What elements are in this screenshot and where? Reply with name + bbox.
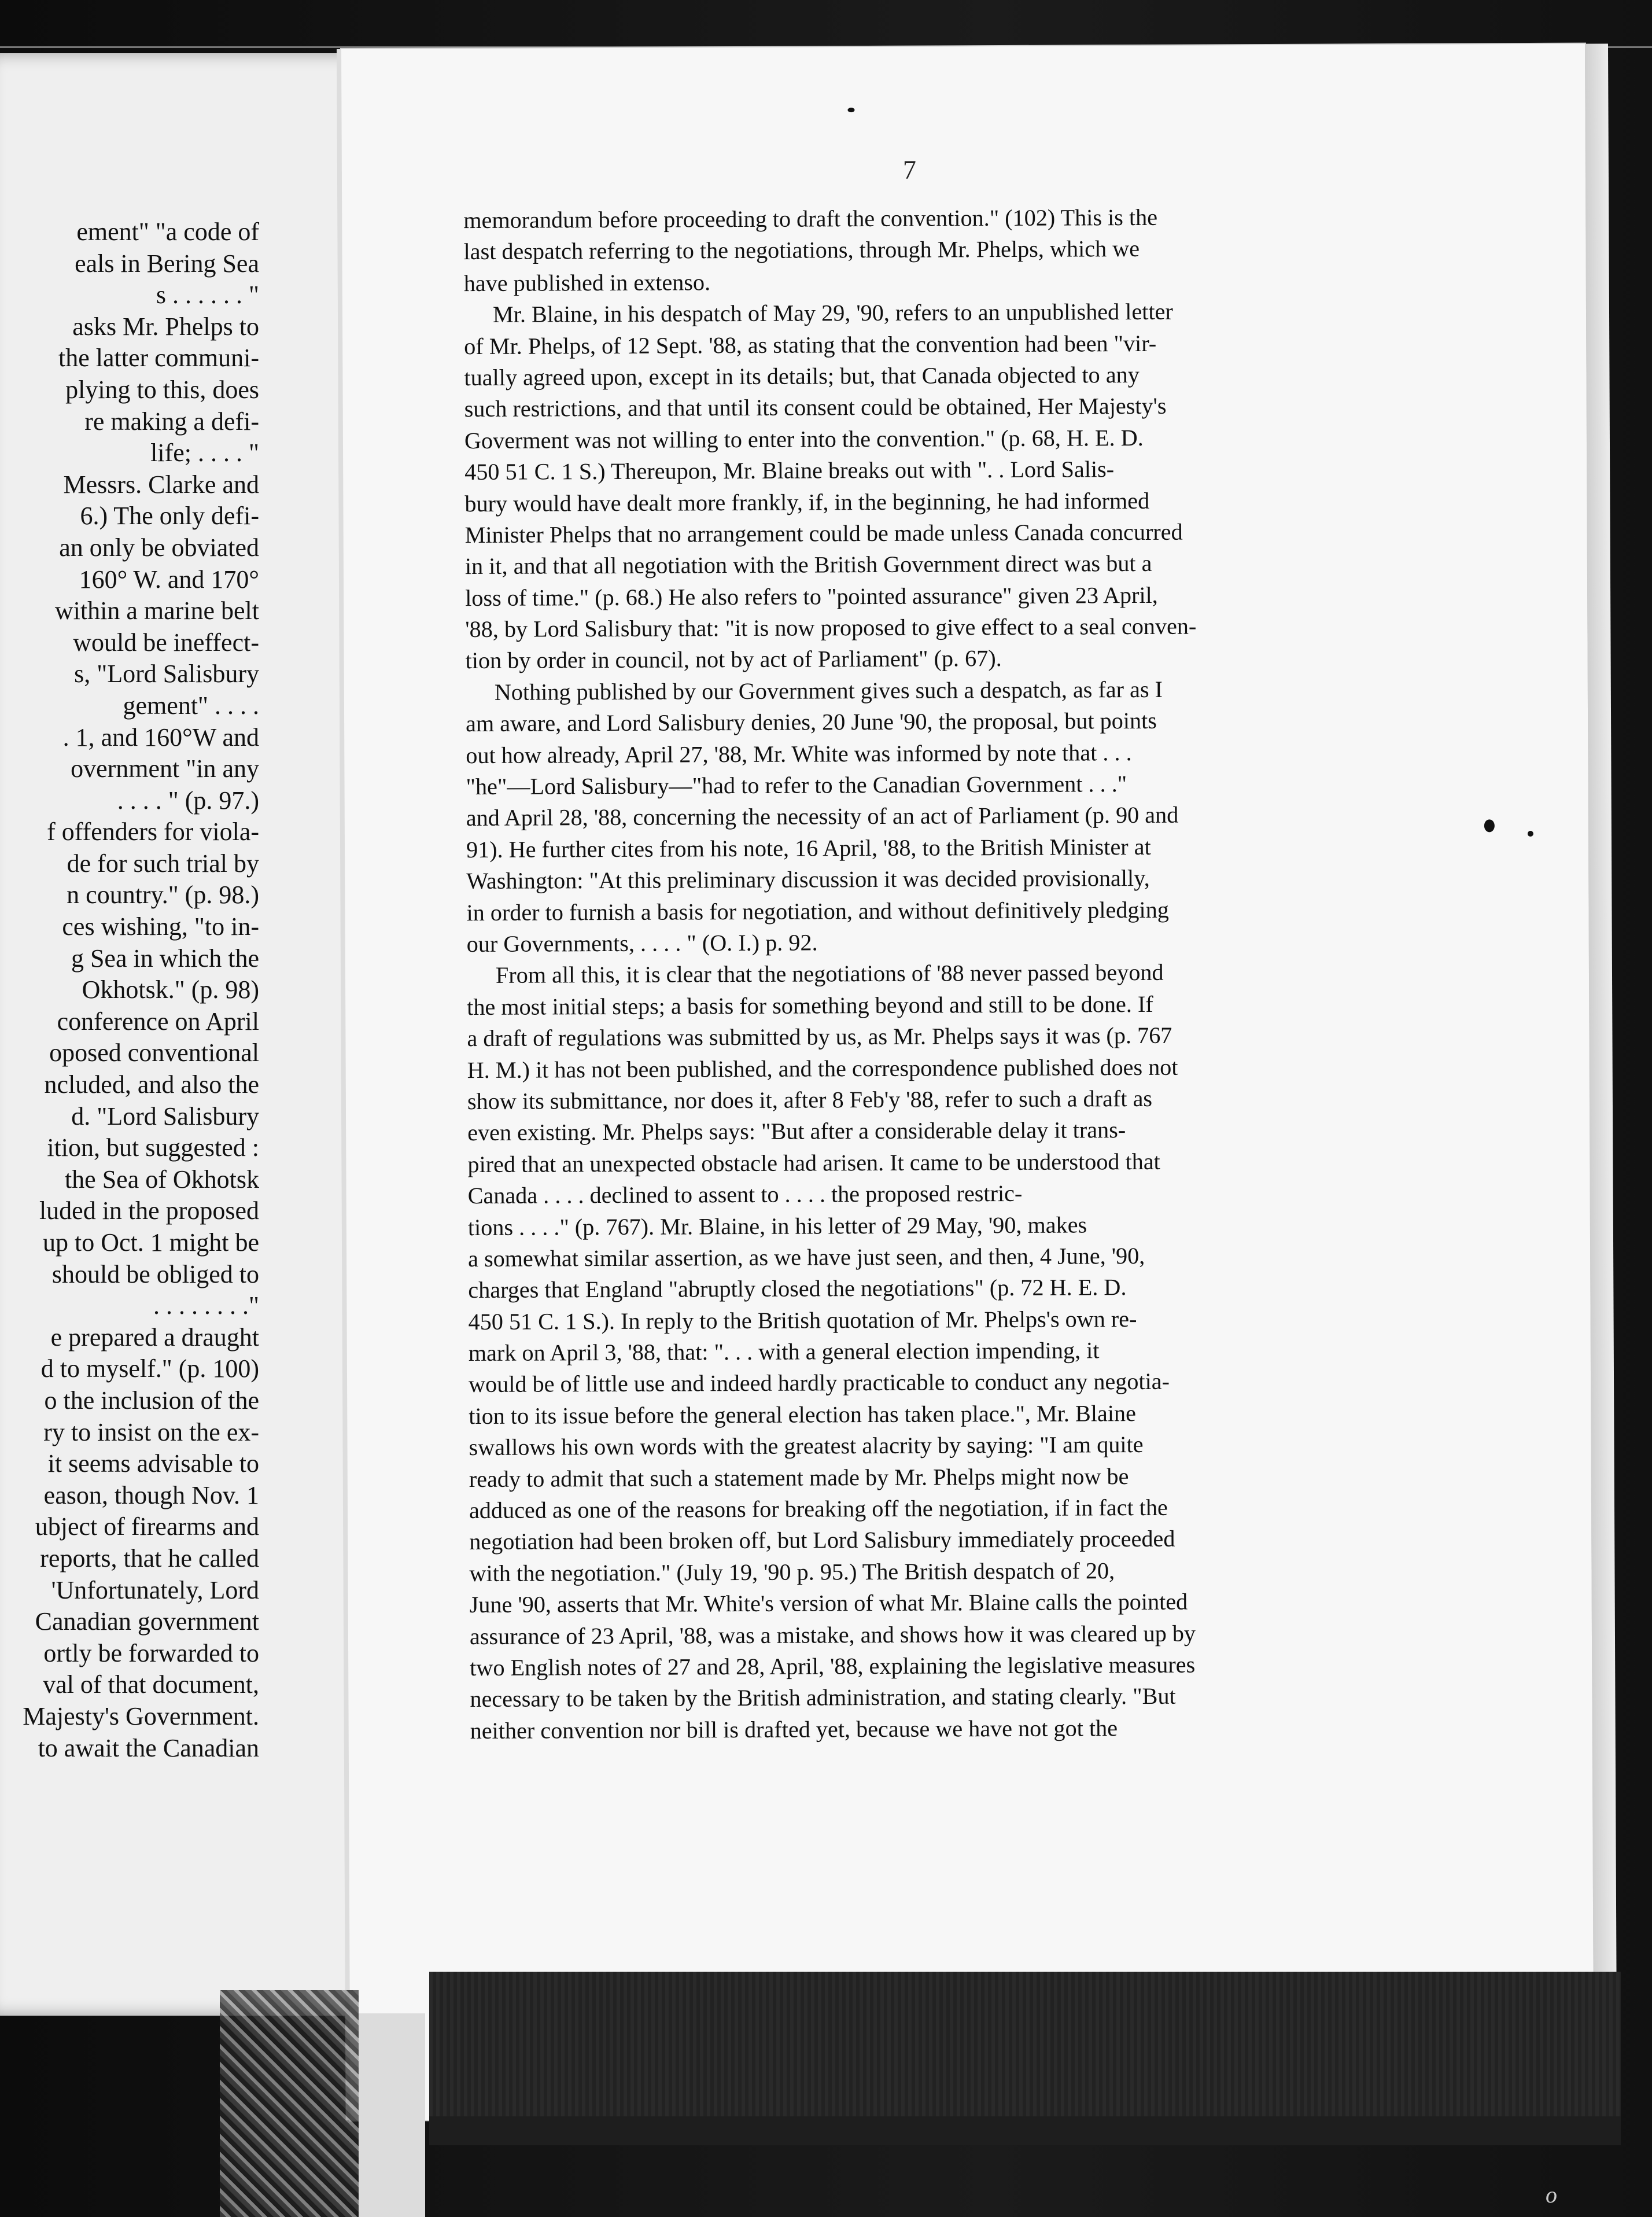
facing-text-line: Okhotsk." (p. 98) — [82, 975, 259, 1004]
facing-text-line: reports, that he called — [40, 1544, 259, 1572]
text-line: "he"—Lord Salisbury—"had to refer to the Canadian Government . . ." — [466, 771, 1127, 800]
page-number: 7 — [902, 154, 917, 185]
facing-text-line: 'Unfortunately, Lord — [51, 1575, 259, 1604]
facing-text-line: ubject of firearms and — [35, 1512, 259, 1541]
facing-text-line: should be obliged to — [51, 1260, 259, 1288]
page-right — [341, 44, 1594, 2120]
text-line: ready to admit that such a statement made by Mr. Phelps might now be — [469, 1463, 1129, 1492]
text-line: June '90, asserts that Mr. White's version of what Mr. Blaine calls the pointed — [469, 1588, 1188, 1618]
facing-text-line: re making a defi- — [84, 407, 259, 436]
text-line: mark on April 3, '88, that: ". . . with a general election impending, it — [468, 1337, 1100, 1367]
text-line: am aware, and Lord Salisbury denies, 20 June '90, the proposal, but points — [465, 708, 1157, 737]
text-line: Mr. Blaine, in his despatch of May 29, '90, refers to an unpublished letter — [492, 298, 1173, 328]
facing-text-line: Majesty's Government. — [23, 1702, 259, 1730]
facing-text-line: Messrs. Clarke and — [63, 470, 259, 499]
ink-speck — [1528, 831, 1533, 837]
text-line: 450 51 C. 1 S.). In reply to the British quotation of Mr. Phelps's own re- — [468, 1305, 1137, 1335]
facing-text-line: oposed conventional — [49, 1038, 259, 1067]
facing-text-line: ition, but suggested : — [47, 1133, 259, 1162]
text-line: tion to its issue before the general election has taken place.", Mr. Blaine — [469, 1400, 1136, 1429]
text-line: '88, by Lord Salisbury that: "it is now proposed to give effect to a seal conven- — [465, 613, 1197, 643]
facing-text-line: would be ineffect- — [73, 628, 259, 657]
text-line: tion by order in council, not by act of Parliament" (p. 67). — [465, 645, 1002, 674]
text-line: even existing. Mr. Phelps says: "But after a considerable delay it trans- — [467, 1117, 1126, 1146]
facing-page-text — [0, 216, 259, 1764]
facing-text-line: 160° W. and 170° — [79, 565, 259, 594]
text-line: From all this, it is clear that the negotiations of '88 never passed beyond — [495, 959, 1164, 989]
text-line: in order to furnish a basis for negotiation, and without definitively pledging — [466, 896, 1169, 926]
corner-mark: o — [1546, 2182, 1557, 2208]
text-line: charges that England "abruptly closed the negotiations" (p. 72 H. E. D. — [468, 1274, 1127, 1303]
facing-page-left — [0, 53, 386, 2016]
text-line: in it, and that all negotiation with the British Government direct was but a — [464, 550, 1152, 580]
text-line: our Governments, . . . . " (O. I.) p. 92. — [466, 929, 818, 957]
text-line: negotiation had been broken off, but Lord Salisbury immediately proceeded — [469, 1526, 1175, 1555]
facing-text-line: up to Oct. 1 might be — [43, 1228, 259, 1257]
facing-text-line: ces wishing, "to in- — [62, 912, 259, 941]
facing-text-line: g Sea in which the — [71, 944, 259, 973]
text-line: Nothing published by our Government gives such a despatch, as far as I — [494, 676, 1163, 705]
body-text — [463, 201, 1454, 1747]
facing-text-line: . 1, and 160°W and — [62, 723, 259, 752]
text-line: a draft of regulations was submitted by us, as Mr. Phelps says it was (p. 767 — [467, 1022, 1172, 1052]
facing-text-line: asks Mr. Phelps to — [72, 312, 259, 341]
text-line: 450 51 C. 1 S.) Thereupon, Mr. Blaine breaks out with ". . Lord Salis- — [464, 456, 1115, 485]
facing-text-line: life; . . . . " — [150, 439, 259, 467]
paper-fragment — [359, 2013, 425, 2217]
facing-text-line: s, "Lord Salisbury — [74, 660, 259, 688]
facing-text-line: within a marine belt — [54, 596, 259, 625]
text-line: adduced as one of the reasons for breaking off the negotiation, if in fact the — [469, 1494, 1168, 1524]
facing-text-line: s . . . . . . " — [156, 281, 259, 310]
facing-text-line: f offenders for viola- — [47, 817, 259, 846]
text-line: bury would have dealt more frankly, if, in the beginning, he had informed — [464, 487, 1150, 517]
facing-text-line: n country." (p. 98.) — [67, 881, 259, 909]
facing-text-line: ry to insist on the ex- — [43, 1417, 259, 1446]
facing-text-line: luded in the proposed — [39, 1196, 259, 1225]
text-line: last despatch referring to the negotiations, through Mr. Phelps, which we — [463, 235, 1140, 265]
facing-text-line: eason, though Nov. 1 — [43, 1481, 259, 1509]
facing-text-line: ement" "a code of — [76, 218, 259, 246]
facing-text-line: an only be obviated — [59, 533, 259, 562]
facing-text-line: it seems advisable to — [47, 1449, 259, 1478]
text-line: Canada . . . . declined to assent to . . . . the proposed restric- — [467, 1180, 1023, 1209]
text-line: Goverment was not willing to enter into the convention." (p. 68, H. E. D. — [464, 424, 1144, 454]
facing-text-line: e prepared a draught — [50, 1323, 259, 1351]
text-line: would be of little use and indeed hardly practicable to conduct any negotia- — [468, 1368, 1170, 1398]
facing-text-line: de for such trial by — [67, 849, 259, 878]
text-line: pired that an unexpected obstacle had arisen. It came to be understood that — [467, 1148, 1160, 1177]
facing-text-line: ncluded, and also the — [44, 1070, 259, 1099]
text-line: Washington: "At this preliminary discussion it was decided provisionally, — [466, 865, 1150, 894]
facing-text-line: o the inclusion of the — [44, 1386, 259, 1415]
facing-text-line: Canadian government — [35, 1607, 259, 1636]
text-line: with the negotiation." (July 19, '90 p. 95.) The British despatch of 20, — [469, 1557, 1115, 1586]
text-line: the most initial steps; a basis for something beyond and still to be done. If — [467, 990, 1153, 1020]
text-line: show its submittance, nor does it, after 8 Feb'y '88, refer to such a draft as — [467, 1085, 1153, 1115]
text-line: and April 28, '88, concerning the necessity of an act of Parliament (p. 90 and — [466, 802, 1179, 831]
text-line: assurance of 23 April, '88, was a mistake, and shows how it was cleared up by — [469, 1620, 1196, 1649]
text-line: tually agreed upon, except in its details; but, that Canada objected to any — [464, 361, 1140, 391]
facing-text-line: plying to this, does — [65, 375, 259, 404]
text-line: 91). He further cites from his note, 16 April, '88, to the British Minister at — [466, 833, 1151, 863]
text-line: such restrictions, and that until its consent could be obtained, Her Majesty's — [464, 393, 1167, 422]
text-line: a somewhat similar assertion, as we have just seen, and then, 4 June, '90, — [468, 1242, 1145, 1272]
text-line: H. M.) it has not been published, and the correspondence published does not — [467, 1054, 1178, 1083]
facing-text-line: to await the Canadian — [38, 1733, 259, 1762]
ink-speck — [847, 108, 854, 112]
facing-text-line: overnment "in any — [71, 754, 259, 783]
text-line: memorandum before proceeding to draft the convention." (102) This is the — [463, 204, 1158, 234]
text-line: of Mr. Phelps, of 12 Sept. '88, as stating that the convention had been "vir- — [464, 330, 1157, 359]
facing-text-line: . . . . . . . ." — [153, 1291, 259, 1320]
facing-text-line: conference on April — [57, 1007, 259, 1036]
text-line: neither convention nor bill is drafted yet, because we have not got the — [470, 1714, 1118, 1744]
facing-text-line: the Sea of Okhotsk — [64, 1165, 259, 1194]
facing-text-line: the latter communi- — [58, 344, 259, 373]
scanner-bed-texture — [429, 1972, 1621, 2116]
text-line: swallows his own words with the greatest alacrity by saying: "I am quite — [469, 1431, 1144, 1461]
facing-text-line: d. "Lord Salisbury — [71, 1102, 259, 1130]
facing-text-line: eals in Bering Sea — [75, 249, 259, 278]
binding-debris — [220, 1990, 359, 2217]
facing-text-line: . . . . " (p. 97.) — [117, 786, 259, 815]
text-line: have published in extenso. — [463, 269, 711, 296]
text-line: loss of time." (p. 68.) He also refers to "pointed assurance" given 23 April, — [465, 581, 1158, 611]
ink-speck — [1484, 819, 1495, 832]
facing-text-line: d to myself." (p. 100) — [40, 1354, 259, 1383]
facing-text-line: val of that document, — [43, 1670, 259, 1699]
facing-text-line: gement" . . . . — [123, 691, 259, 720]
text-line: two English notes of 27 and 28, April, '88, explaining the legislative measures — [470, 1651, 1196, 1681]
text-line: tions . . . ." (p. 767). Mr. Blaine, in his letter of 29 May, '90, makes — [467, 1211, 1087, 1240]
facing-text-line: ortly be forwarded to — [43, 1638, 259, 1667]
text-line: Minister Phelps that no arrangement could be made unless Canada concurred — [464, 518, 1183, 548]
text-line: out how already, April 27, '88, Mr. White was informed by note that . . . — [466, 739, 1132, 768]
text-line: necessary to be taken by the British administration, and stating clearly. "But — [470, 1683, 1176, 1713]
facing-text-line: 6.) The only defi- — [80, 502, 259, 531]
scanner-bed — [429, 1972, 1621, 2145]
